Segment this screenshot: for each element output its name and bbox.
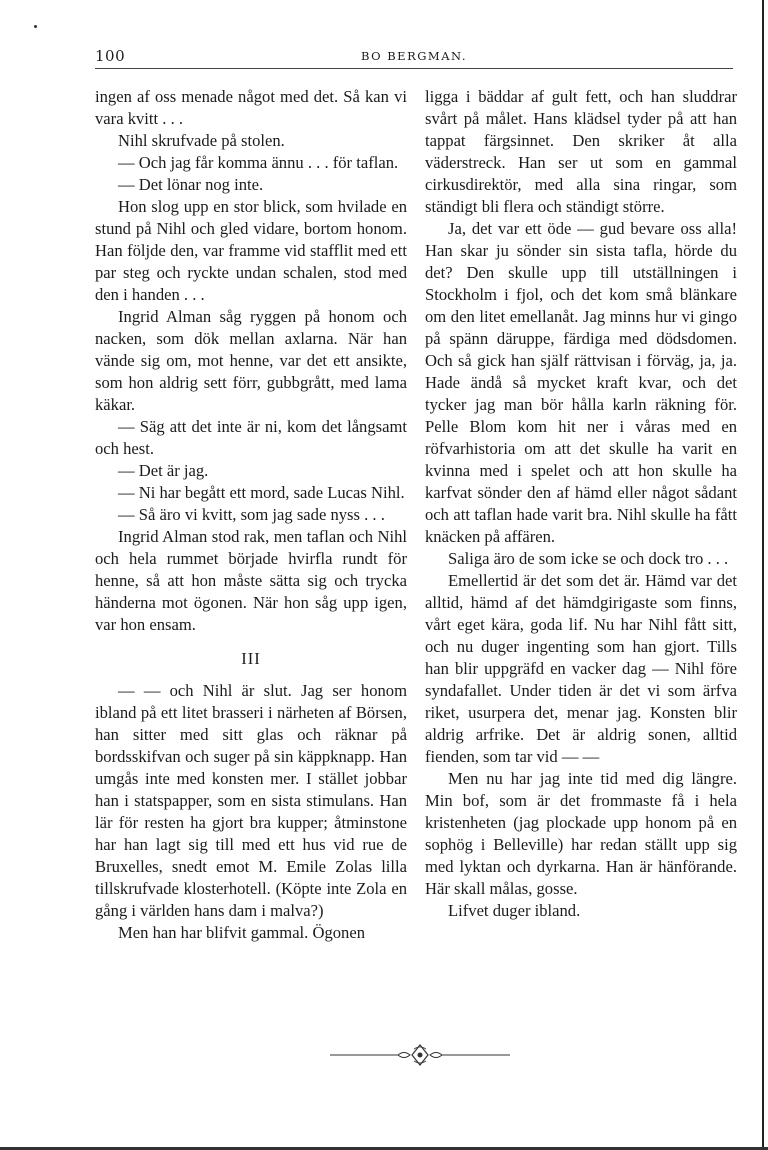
paragraph: — Ni har begått ett mord, sade Lucas Nihl.	[118, 483, 405, 502]
paragraph: Lifvet duger ibland.	[448, 901, 581, 920]
end-ornament-icon	[320, 1040, 520, 1070]
paragraph: — — och Nihl är slut. Jag ser honom ibland på ett litet brasseri i närheten af Börsen, han sitter med sitt glas och räknar på bordsskifvan och suger på sin käppknapp. Han umgås inte med konsten mer. I stället jobbar han i statspapper, som en sista stimulans. Han lär för resten ha gjort bra kupper; åtminstone har han lagt sig till med ett hus vid rue de Bruxelles, snedt emot M. Emile Zolas lilla tillskrufvade klosterhotell. (Köpte inte Zola en gång i världen hans dam i malva?)	[95, 681, 407, 920]
scan-edge-right	[762, 0, 764, 1150]
paragraph: — Och jag får komma ännu . . . för taflan.	[118, 153, 399, 172]
paragraph: Men han har blifvit gammal. Ögonen	[118, 923, 366, 942]
paragraph: Nihl skrufvade på stolen.	[118, 131, 285, 150]
page-number: 100	[95, 47, 126, 65]
running-title: BO BERGMAN.	[360, 49, 467, 63]
paragraph: — Så äro vi kvitt, som jag sade nyss . . .	[118, 505, 385, 524]
right-column	[425, 86, 737, 922]
paragraph: Ingrid Alman stod rak, men taflan och Nihl och hela rummet började hvirfla rundt för henne, så att hon måste sätta sig och trycka händerna mot ögonen. När hon såg upp igen, var hon ensam.	[95, 527, 407, 634]
paragraph: Saliga äro de som icke se och dock tro . . .	[448, 549, 729, 568]
paragraph: Ja, det var ett öde — gud bevare oss alla! Han skar ju sönder sin sista tafla, hörde du det? Den skulle upp till utställningen i Stockholm i fjol, och det kom små blänkare om den litet emellanåt. Jag minns hur vi gingo på spänn däruppe, färdiga med dödsdomen. Och så gick han själf rättvisan i förväg, ja, ja. Hade ändå så mycket kraft kvar, och det tycker jag man bör hålla karln räkning för. Pelle Blom kom hit ner i våras med en röfvarhistoria om att det skulle ha varit en kvinna med i spelet och att hon skulle ha karfvat sönder den af hämd eller något sådant och att taflan hade varit bra. Nihl skulle ha fått knäcken på affären.	[425, 219, 737, 546]
page-header	[95, 46, 733, 69]
left-column	[95, 86, 407, 944]
paragraph: Men nu har jag inte tid med dig längre. Min bof, som är det frommaste få i hela kristenheten (jag plockade upp honom på en sophög i Belleville) har redan ställt upp sig med lyktan och dyrkarna. Han är hänförande. Här skall målas, gosse.	[425, 769, 737, 898]
paragraph: — Det lönar nog inte.	[118, 175, 264, 194]
paragraph: — Det är jag.	[118, 461, 209, 480]
section-heading: III	[241, 649, 261, 668]
paragraph: ligga i bäddar af gult fett, och han sluddrar svårt på målet. Hans klädsel tyder på att han tappat färgsinnet. Den skriker åt alla väderstreck. Han ser ut som en gammal cirkusdirektör, med alla sina ringar, som ständigt bli flera och ständigt större.	[425, 87, 737, 216]
paragraph: ingen af oss menade något med det. Så kan vi vara kvitt . . .	[95, 87, 407, 128]
paragraph: Emellertid är det som det är. Hämd var det alltid, hämd af det hämdgirigaste som finns, vårt eget kära, goda lif. Nu har Nihl fått sitt, och nu duger ingenting som han gjort. Tills han blir uppgräfd en vacker dag — Nihl före syndafallet. Under tiden är det vi som ärfva riket, usurpera det, menar jag. Konsten blir aldrig arfrike. Det är aldrig sonen, alltid fienden, som tar vid — —	[425, 571, 737, 766]
paragraph: Hon slog upp en stor blick, som hvilade en stund på Nihl och gled vidare, bortom honom. Han följde den, var framme vid stafflit med ett par steg och ryckte undan schalen, stod med den i handen . . .	[95, 197, 407, 304]
ink-speck	[34, 25, 37, 28]
paragraph: — Säg att det inte är ni, kom det långsamt och hest.	[95, 417, 407, 458]
paragraph: Ingrid Alman såg ryggen på honom och nacken, som dök mellan axlarna. När han vände sig om, mot henne, var det ett ansikte, som hon aldrig sett förr, gubbgrått, med lama käkar.	[95, 307, 407, 414]
